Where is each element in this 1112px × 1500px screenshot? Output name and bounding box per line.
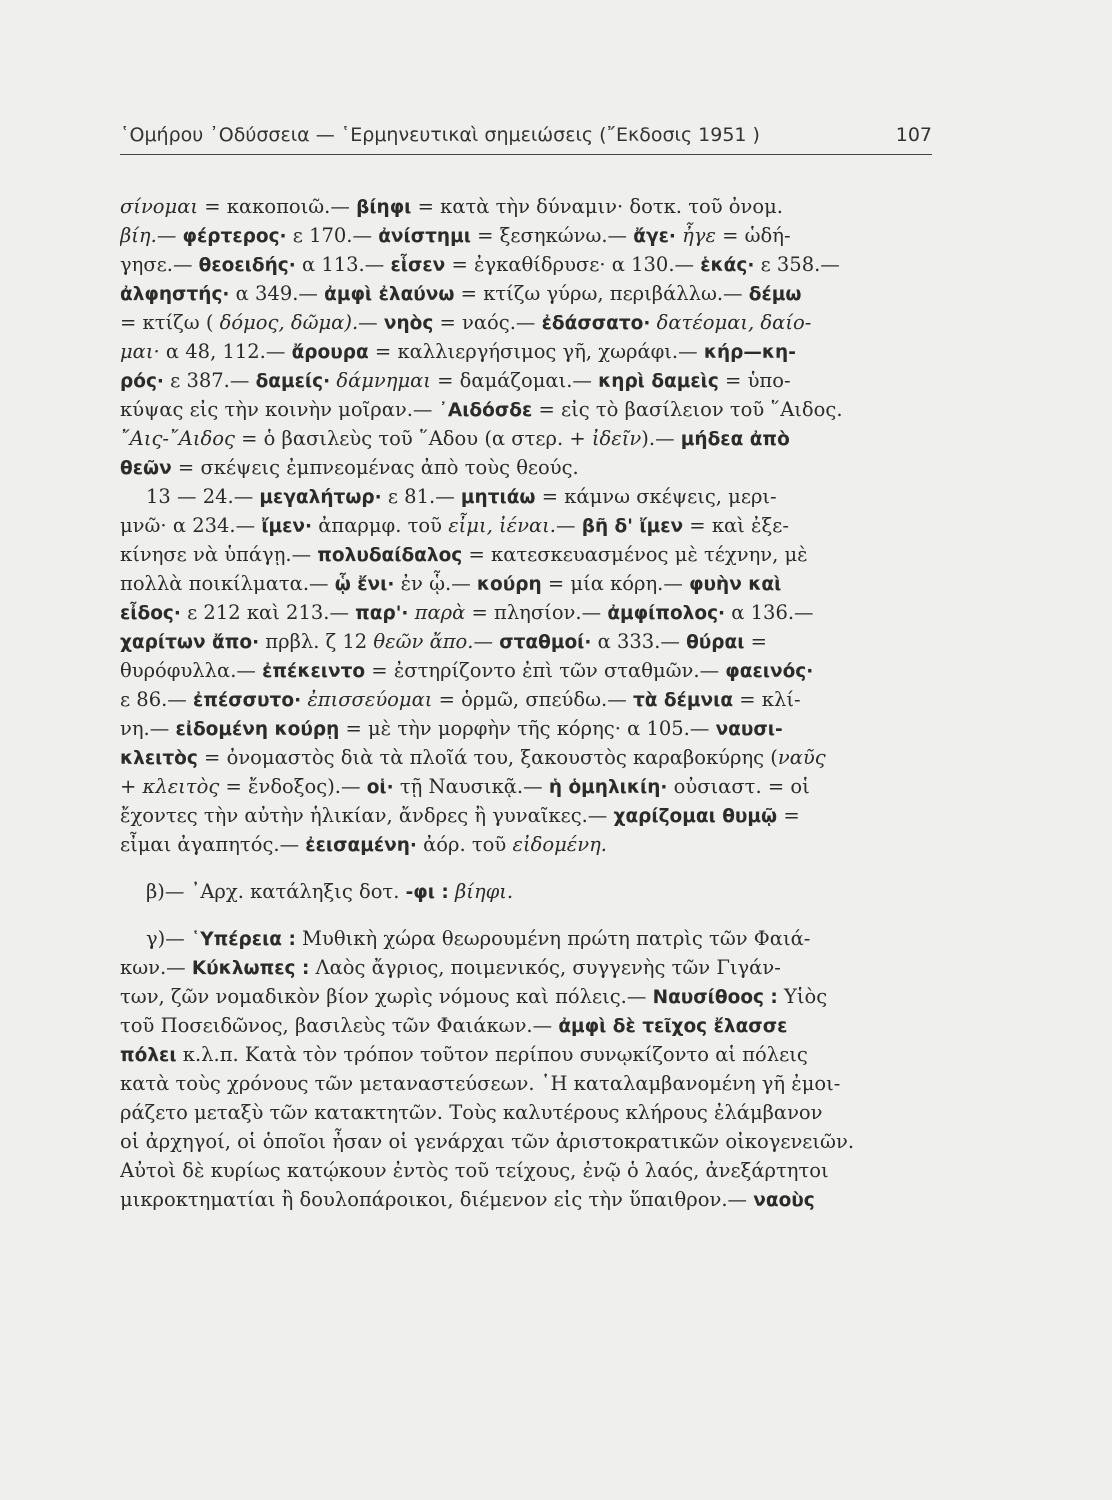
gloss-text: = καλλιεργήσιμος γῆ, χωράφι.— [368,340,704,363]
gloss-text: οἱ ἀρχηγοί, οἱ ὁποῖοι ἦσαν οἱ γενάρχαι τῶν ἀριστοκρατικῶν οἰκογενειῶν. [120,1130,855,1153]
gloss-text: μνῶ· α 234.— [120,514,262,537]
page-number: 107 [895,124,932,146]
text-line [120,1127,940,1156]
text-line [120,801,940,830]
gloss-text: Μυθικὴ χώρα θεωρουμένη πρώτη πατρὶς τῶν Φαιά- [295,927,811,950]
gloss-text: κων.— [120,956,192,979]
lemma-term: ἴμεν· [261,516,313,537]
text-line [120,598,940,627]
italic-term: ναῦς [777,746,826,769]
gloss-text: εἶμαι ἀγαπητός.— [120,833,306,856]
lemma-term: θεῶν [120,458,172,479]
lemma-term: μεγαλήτωρ· [259,487,382,508]
header-rule [120,154,932,155]
gloss-text: α 333.— [591,630,687,653]
gloss-text: = κτίζω ( [120,311,220,334]
lemma-term: φυὴν καὶ [689,574,782,595]
gloss-text: ε 212 καὶ 213.— [180,601,356,624]
gloss-text: = κακοποιῶ.— [198,195,357,218]
lemma-term: πολυδαίδαλος [317,545,463,566]
text-line [120,482,940,511]
gloss-text: τῇ Ναυσικᾷ.— [393,775,549,798]
gloss-text: τοῦ Ποσειδῶνος, βασιλεὺς τῶν Φαιάκων.— [120,1014,559,1037]
lemma-term: Ναυσίθοος : [652,987,778,1008]
gloss-text: = ὁ βασιλεὺς τοῦ ῞Αδου (α στερ. + [234,427,592,450]
lemma-term: ἀμφὶ ἐλαύνω [324,284,455,305]
text-line [120,1185,940,1214]
gloss-text: = κλί- [733,688,801,711]
lemma-term: ἀνίστημι [378,226,471,247]
gloss-text: α 349.— [229,282,325,305]
lemma-term: χαρίτων ἄπο· [120,632,260,653]
gloss-text: = ὡδή- [715,224,791,247]
text-line [120,1098,940,1127]
lemma-term: -φι : [405,882,449,903]
gloss-text: ε 387.— [163,369,256,392]
text-line [120,424,940,453]
lemma-term: κλειτὸς [120,748,198,769]
italic-term: παρὰ [414,601,466,624]
text-line [120,685,940,714]
lemma-term: θύραι [686,632,745,653]
lemma-term: πόλει [120,1045,177,1066]
gloss-text: οὐσιαστ. = οἱ [667,775,810,798]
lemma-term: φέρτερος· [182,226,287,247]
gloss-text: = κάμνω σκέψεις, μερι- [535,485,777,508]
lemma-term: ἑκάς· [700,255,755,276]
gloss-text: = ἐστηρίζοντο ἐπὶ τῶν σταθμῶν.— [365,659,726,682]
text-line [120,656,940,685]
lemma-term: ναυσι- [715,719,783,740]
text-line [120,192,940,221]
lemma-term: παρ'· [355,603,409,624]
gloss-text: γησε.— [120,253,199,276]
text-line [120,1069,940,1098]
text-line [120,453,940,482]
gloss-text: πολλὰ ποικίλματα.— [120,572,335,595]
text-line [120,714,940,743]
lemma-term: σταθμοί· [499,632,592,653]
lemma-term: ἀλφηστής· [120,284,230,305]
text-line [120,279,940,308]
lemma-term: κηρὶ δαμεὶς [598,371,719,392]
gloss-text: Υἱὸς [777,985,828,1008]
italic-term: θεῶν ἄπο. [373,630,474,653]
lemma-term: ἄγε· [633,226,676,247]
gloss-text: = ὀνομαστὸς διὰ τὰ πλοῖά του, ξακουστὸς καραβοκύρης ( [197,746,778,769]
gloss-text: = ὁρμῶ, σπεύδω.— [432,688,633,711]
text-line [120,308,940,337]
lemma-term: ἐεισαμένη· [305,835,417,856]
italic-term: δατέομαι, δαίο- [656,311,812,334]
italic-term: δάμνημαι [336,369,431,392]
lemma-term: ἀμφὶ δὲ τεῖχος ἔλασσε [558,1016,788,1037]
lemma-term: βίηφι [356,197,412,218]
lemma-term: μήδεα ἀπὸ [680,429,790,450]
gloss-text: = κτίζω γύρω, περιβάλλω.— [454,282,749,305]
text-line [120,1156,940,1185]
gloss-text: — [556,514,582,537]
lemma-term: Κύκλωπες : [191,958,310,979]
italic-term: ἰδεῖν [591,427,642,450]
gloss-text: — [358,311,384,334]
lemma-term: εἶδος· [120,603,181,624]
lemma-term: εἰδομένη κούρῃ [175,719,340,740]
gloss-text: Λαὸς ἄγριος, ποιμενικός, συγγενὴς τῶν Γιγάν- [309,956,781,979]
gloss-text: = [744,630,768,653]
gloss-text: ε 170.— [286,224,379,247]
gloss-text: ).— [641,427,681,450]
gloss-text: = μὲ τὴν μορφὴν τῆς κόρης· α 105.— [339,717,716,740]
lemma-term: ἀμφίπολος· [607,603,726,624]
gloss-text: = ἔνδοξος).— [219,775,367,798]
italic-term: κλειτὸς [142,775,220,798]
text-line [120,250,940,279]
text-line [120,877,940,906]
gloss-text: κατὰ τοὺς χρόνους τῶν μεταναστεύσεων. ῾Η καταλαμβανομένη γῆ ἐμοι- [120,1072,841,1095]
text-line [120,366,940,395]
gloss-text: κύψας εἰς τὴν κοινὴν μοῖραν.— [120,398,439,421]
gloss-text: ἀπαρμφ. τοῦ [312,514,449,537]
running-header [120,118,932,154]
header-title: ῾Ομήρου ᾿Οδύσσεια — ῾Ερμηνευτικαὶ σημειώσεις (῎Εκδοσις 1951 ) [120,124,760,146]
lemma-term: ἐπέκειντο [262,661,366,682]
lemma-term: ᾿Αιδόσδε [438,400,533,421]
gloss-text: ἔχοντες τὴν αὐτὴν ἡλικίαν, ἄνδρες ἢ γυναῖκες.— [120,804,614,827]
gloss-text: ράζετο μεταξὺ τῶν κατακτητῶν. Τοὺς καλυτέρους κλήρους ἐλάμβανον [120,1101,823,1124]
gloss-text: των, ζῶν νομαδικὸν βίον χωρὶς νόμους καὶ πόλεις.— [120,985,653,1008]
gloss-text: = μία κόρη.— [541,572,690,595]
text-line [120,772,940,801]
lemma-term: ῾Υπέρεια : [190,929,296,950]
gloss-text: = ἐγκαθίδρυσε· α 130.— [445,253,701,276]
italic-term: δόμος, δῶμα). [219,311,359,334]
gloss-text: α 136.— [725,601,814,624]
gloss-text: Αὐτοὶ δὲ κυρίως κατῴκουν ἐντὸς τοῦ τείχους, ἐνῷ ὁ λαός, ἀνεξάρτητοι [120,1159,829,1182]
text-line [120,221,940,250]
lemma-term: φαεινός· [725,661,814,682]
gloss-text: = δαμάζομαι.— [430,369,599,392]
gloss-text: = εἰς τὸ βασίλειον τοῦ ῞Αιδος. [532,398,843,421]
italic-term: εἶμι, ἰέναι. [448,514,556,537]
gloss-text: = κατεσκευασμένος μὲ τέχνην, μὲ [462,543,808,566]
lemma-term: νηὸς [383,313,434,334]
gloss-text: νη.— [120,717,176,740]
italic-term: εἰδομένη. [512,833,607,856]
lemma-term: ἡ ὁμηλικίη· [548,777,668,798]
gloss-text: = ξεσηκώνω.— [470,224,634,247]
gloss-text: β)— ᾿Αρχ. κατάληξις δοτ. [146,880,406,903]
gloss-text: ε 86.— [120,688,194,711]
gloss-text: α 48, 112.— [159,340,292,363]
lemma-term: εἷσεν [390,255,446,276]
gloss-text: μικροκτηματίαι ἢ δουλοπάροικοι, διέμενον εἰς τὴν ὕπαιθρον.— [120,1188,754,1211]
gloss-text: = ὑπο- [718,369,791,392]
lemma-term: κήρ—κη- [703,342,796,363]
italic-term: ῎Αις-῎Αιδος [120,427,235,450]
lemma-term: ναοὺς [753,1190,815,1211]
gloss-text: γ)— [146,927,191,950]
italic-term: βίηφι. [455,880,514,903]
italic-term: ἐπισσεύομαι [307,688,433,711]
italic-term: ἦγε [682,224,716,247]
gloss-text: — [473,630,500,653]
gloss-text: = καὶ ἐξε- [683,514,789,537]
lemma-term: μητιάω [460,487,536,508]
lemma-term: δέμω [748,284,802,305]
gloss-text: ἀόρ. τοῦ [416,833,513,856]
lemma-term: τὰ δέμνια [632,690,734,711]
gloss-text: = πλησίον.— [465,601,608,624]
lemma-term: κούρη [476,574,542,595]
gloss-text: ἐν ᾧ.— [394,572,477,595]
lemma-term: βῆ δ' ἴμεν [581,516,684,537]
lemma-term: ᾧ ἔνι· [334,574,395,595]
text-line [120,569,940,598]
lemma-term: ἐπέσσυτο· [193,690,302,711]
text-line [120,337,940,366]
lemma-term: ἐδάσσατο· [541,313,651,334]
italic-term: μαι· [120,340,160,363]
gloss-text: θυρόφυλλα.— [120,659,263,682]
text-line [120,982,940,1011]
text-line [120,395,940,424]
italic-term: σίνομαι [120,195,199,218]
text-line [120,511,940,540]
lemma-term: ρός· [120,371,164,392]
text-line [120,540,940,569]
gloss-text: ε 358.— [754,253,840,276]
text-line [120,953,940,982]
lemma-term: χαρίζομαι θυμῷ [613,806,778,827]
gloss-text: πρβλ. ζ 12 [259,630,374,653]
gloss-text: κ.λ.π. Κατὰ τὸν τρόπον τοῦτον περίπου συνῳκίζοντο αἱ πόλεις [176,1043,808,1066]
text-line [120,743,940,772]
text-line [120,1040,940,1069]
italic-term: βίη. [120,224,157,247]
body-text [120,192,940,1214]
gloss-text: 13 — 24.— [146,485,260,508]
gloss-text: = ναός.— [433,311,542,334]
text-line [120,627,940,656]
text-line [120,830,940,859]
gloss-text: ε 81.— [381,485,461,508]
text-line [120,924,940,953]
lemma-term: θεοειδής· [198,255,296,276]
gloss-text: α 113.— [295,253,391,276]
gloss-text: + [120,775,143,798]
lemma-term: ἄρουρα [291,342,369,363]
gloss-text: — [156,224,183,247]
lemma-term: δαμείς· [255,371,331,392]
gloss-text: = [777,804,800,827]
text-line [120,1011,940,1040]
gloss-text: κίνησε νὰ ὑπάγῃ.— [120,543,318,566]
gloss-text: = κατὰ τὴν δύναμιν· δοτκ. τοῦ ὀνομ. [411,195,783,218]
lemma-term: οἱ· [366,777,394,798]
gloss-text: = σκέψεις ἐμπνεομένας ἀπὸ τοὺς θεούς. [171,456,579,479]
